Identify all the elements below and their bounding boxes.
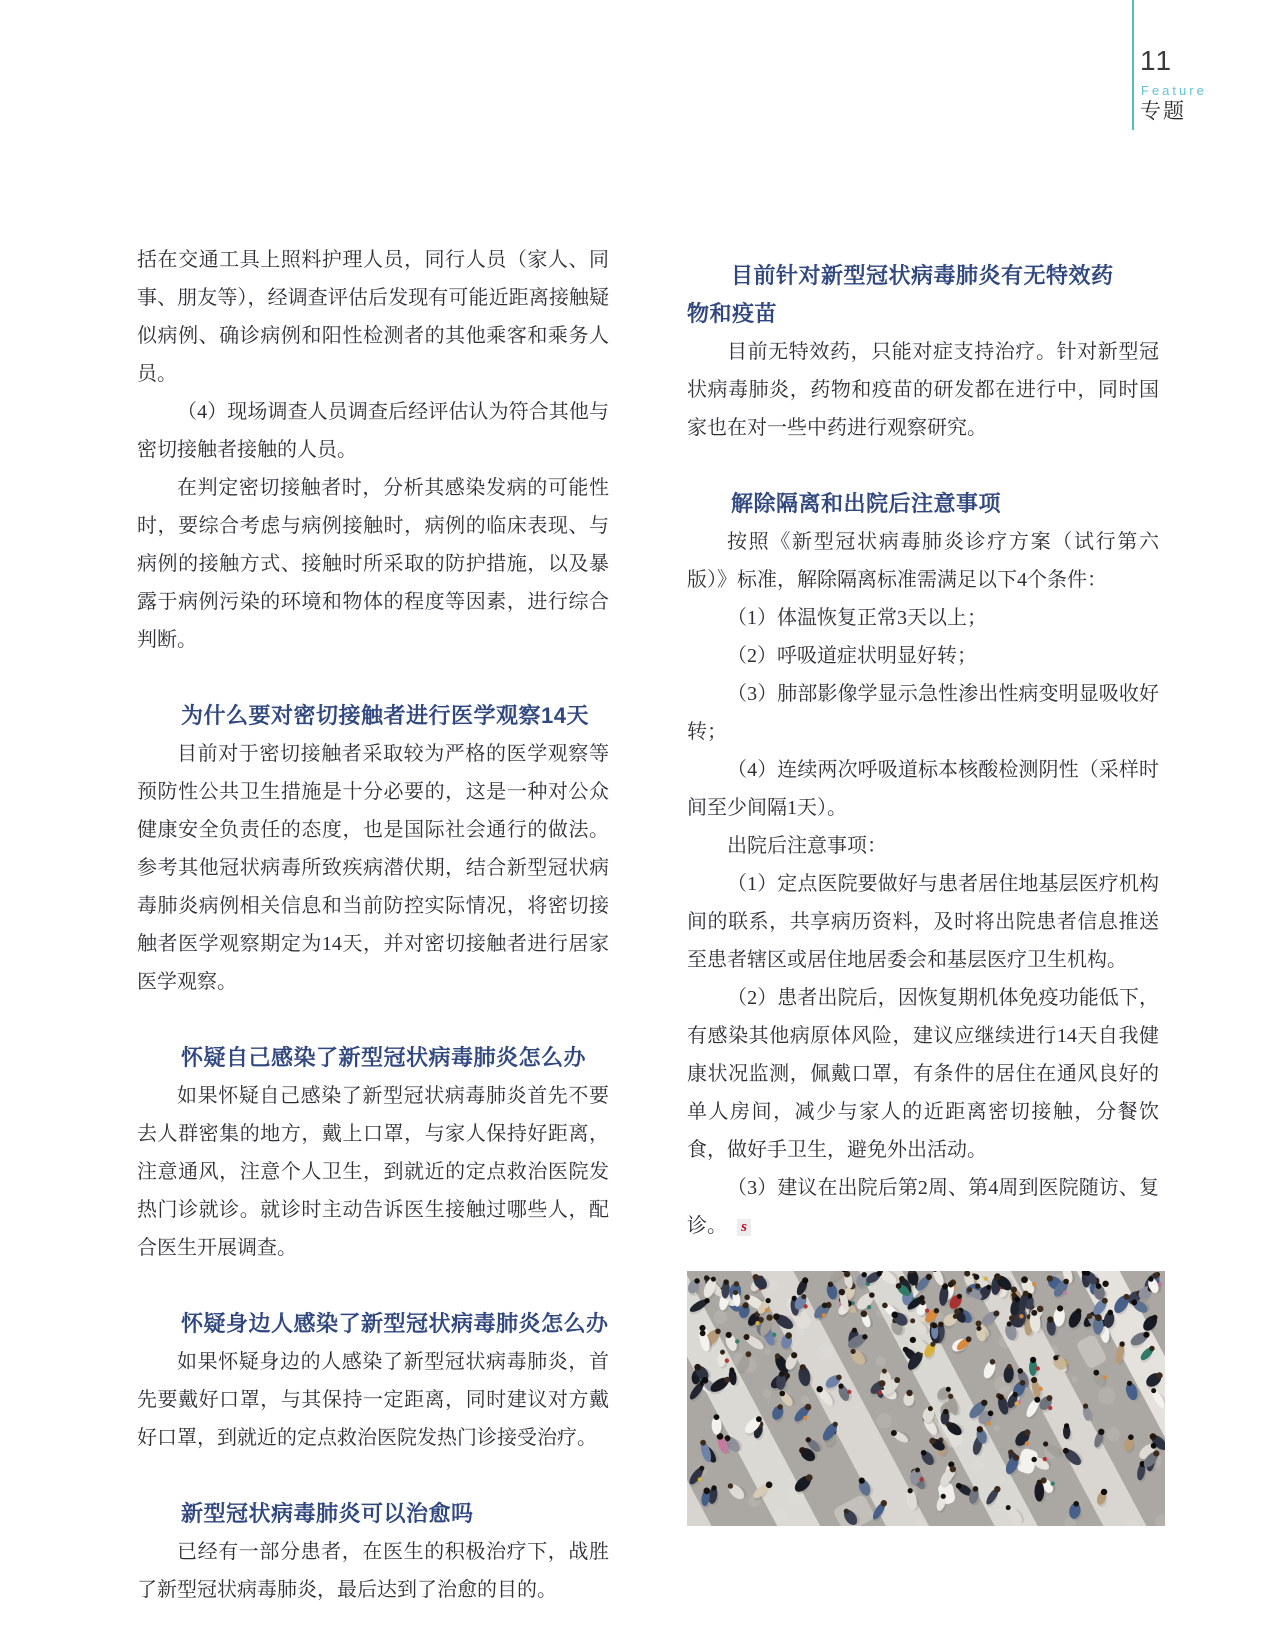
paragraph: （1）定点医院要做好与患者居住地基层医疗机构间的联系，共享病历资料，及时将出院患者信息推送至患者辖区或居住地居委会和基层医疗卫生机构。 [687,873,1159,971]
section-heading: 怀疑身边人感染了新型冠状病毒肺炎怎么办 [181,1311,609,1336]
paragraph: （2）呼吸道症状明显好转； [727,645,977,667]
page-number: 11 [1140,45,1174,76]
paragraph: 如果怀疑自己感染了新型冠状病毒肺炎首先不要去人群密集的地方，戴上口罩，与家人保持好距离，注意通风，注意个人卫生，到就近的定点救治医院发热门诊就诊。就诊时主动告诉医生接触过哪些人，配合医生开展调查。 [137,1085,609,1259]
section-heading: 新型冠状病毒肺炎可以治愈吗 [181,1501,474,1526]
paragraph: 目前对于密切接触者采取较为严格的医学观察等预防性公共卫生措施是十分必要的，这是一种对公众健康安全负责任的态度，也是国际社会通行的做法。参考其他冠状病毒所致疾病潜伏期，结合新型冠状病毒肺炎病例相关信息和当前防控实际情况，将密切接触者医学观察期定为14天，并对密切接触者进行居家医学观察。 [137,743,609,993]
right-column [687,241,1159,1526]
section-heading: 解除隔离和出院后注意事项 [731,491,1002,516]
section-label-zh: 专题 [1140,100,1186,123]
paragraph: 如果怀疑身边的人感染了新型冠状病毒肺炎，首先要戴好口罩，与其保持一定距离，同时建议对方戴好口罩，到就近的定点救治医院发热门诊接受治疗。 [137,1351,609,1449]
paragraph: 在判定密切接触者时，分析其感染发病的可能性时，要综合考虑与病例接触时，病例的临床表现、与病例的接触方式、接触时所采取的防护措施，以及暴露于病例污染的环境和物体的程度等因素，进行综合判断。 [137,477,609,651]
paragraph: （3）建议在出院后第2周、第4周到医院随访、复诊。 s [687,1177,1159,1237]
right-column-text [687,257,1159,1245]
paragraph: 目前无特效药，只能对症支持治疗。针对新型冠状病毒肺炎，药物和疫苗的研发都在进行中，同时国家也在对一些中药进行观察研究。 [687,341,1159,439]
paragraph: 出院后注意事项： [727,835,887,857]
paragraph: 括在交通工具上照料护理人员，同行人员（家人、同事、朋友等），经调查评估后发现有可能近距离接触疑似病例、确诊病例和阳性检测者的其他乘客和乘务人员。 [137,249,609,385]
header-accent-line [1132,0,1134,130]
paragraph: （1）体温恢复正常3天以上； [727,607,987,629]
article-end-icon: s [737,1219,751,1236]
paragraph: （4）连续两次呼吸道标本核酸检测阴性（采样时间至少间隔1天）。 [687,759,1159,819]
crowd-photo [687,1271,1165,1526]
crowd-photo-graphic [687,1271,1165,1526]
paragraph: 已经有一部分患者，在医生的积极治疗下，战胜了新型冠状病毒肺炎，最后达到了治愈的目的。 [137,1541,609,1601]
section-heading: 为什么要对密切接触者进行医学观察14天 [181,703,589,728]
paragraph: （4）现场调查人员调查后经评估认为符合其他与密切接触者接触的人员。 [137,401,609,461]
paragraph: （2）患者出院后，因恢复期机体免疫功能低下，有感染其他病原体风险，建议应继续进行14天自我健康状况监测，佩戴口罩，有条件的居住在通风良好的单人房间，减少与家人的近距离密切接触，分餐饮食，做好手卫生，避免外出活动。 [687,987,1159,1161]
section-label-en: Feature [1141,83,1207,98]
paragraph: （3）肺部影像学显示急性渗出性病变明显吸收好转； [687,683,1159,743]
left-column [137,241,609,1609]
section-heading: 目前针对新型冠状病毒肺炎有无特效药物和疫苗 [687,263,1114,326]
paragraph: 按照《新型冠状病毒肺炎诊疗方案（试行第六版）》标准，解除隔离标准需满足以下4个条件： [687,531,1159,591]
section-heading: 怀疑自己感染了新型冠状病毒肺炎怎么办 [181,1045,587,1070]
